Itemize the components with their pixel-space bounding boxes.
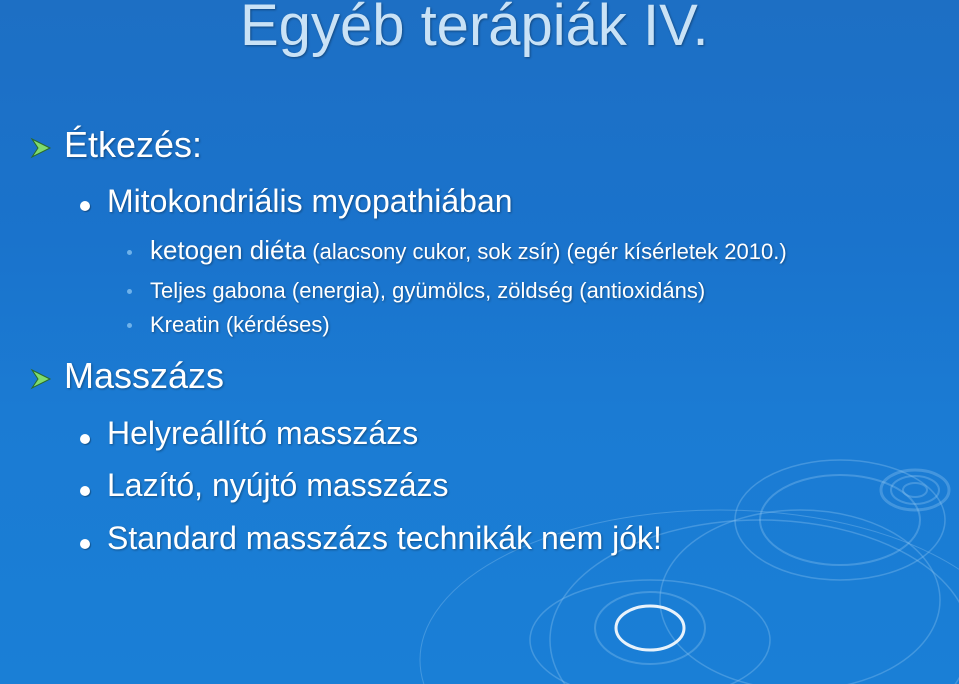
small-dot-icon <box>127 323 132 328</box>
subitem-teljes-gabona: Teljes gabona (energia), gyümölcs, zöldség (antioxidáns) <box>150 278 706 303</box>
chevron-arrow-icon <box>30 367 54 391</box>
small-dot-icon <box>127 289 132 294</box>
round-dot-icon <box>80 486 90 496</box>
round-dot-icon <box>80 434 90 444</box>
item-helyreallito: Helyreállító masszázs <box>107 415 419 451</box>
small-dot-icon <box>127 250 132 255</box>
subitem-kreatin: Kreatin (kérdéses) <box>150 312 330 337</box>
subitem-ketogen-rest: (alacsony cukor, sok zsír) (egér kísérletek 2010.) <box>306 239 787 264</box>
item-standard: Standard masszázs technikák nem jók! <box>107 520 662 556</box>
item-mitokondrialis: Mitokondriális myopathiában <box>107 183 513 219</box>
item-lazito: Lazító, nyújtó masszázs <box>107 467 449 503</box>
section-heading-etkezes: Étkezés: <box>64 124 203 165</box>
subitem-ketogen <box>150 235 787 266</box>
section-heading-masszazs: Masszázs <box>64 355 225 396</box>
slide-title: Egyéb terápiák IV. <box>240 0 709 58</box>
chevron-arrow-icon <box>30 136 54 160</box>
round-dot-icon <box>80 539 90 549</box>
subitem-ketogen-lead: ketogen diéta <box>150 235 307 265</box>
round-dot-icon <box>80 201 90 211</box>
